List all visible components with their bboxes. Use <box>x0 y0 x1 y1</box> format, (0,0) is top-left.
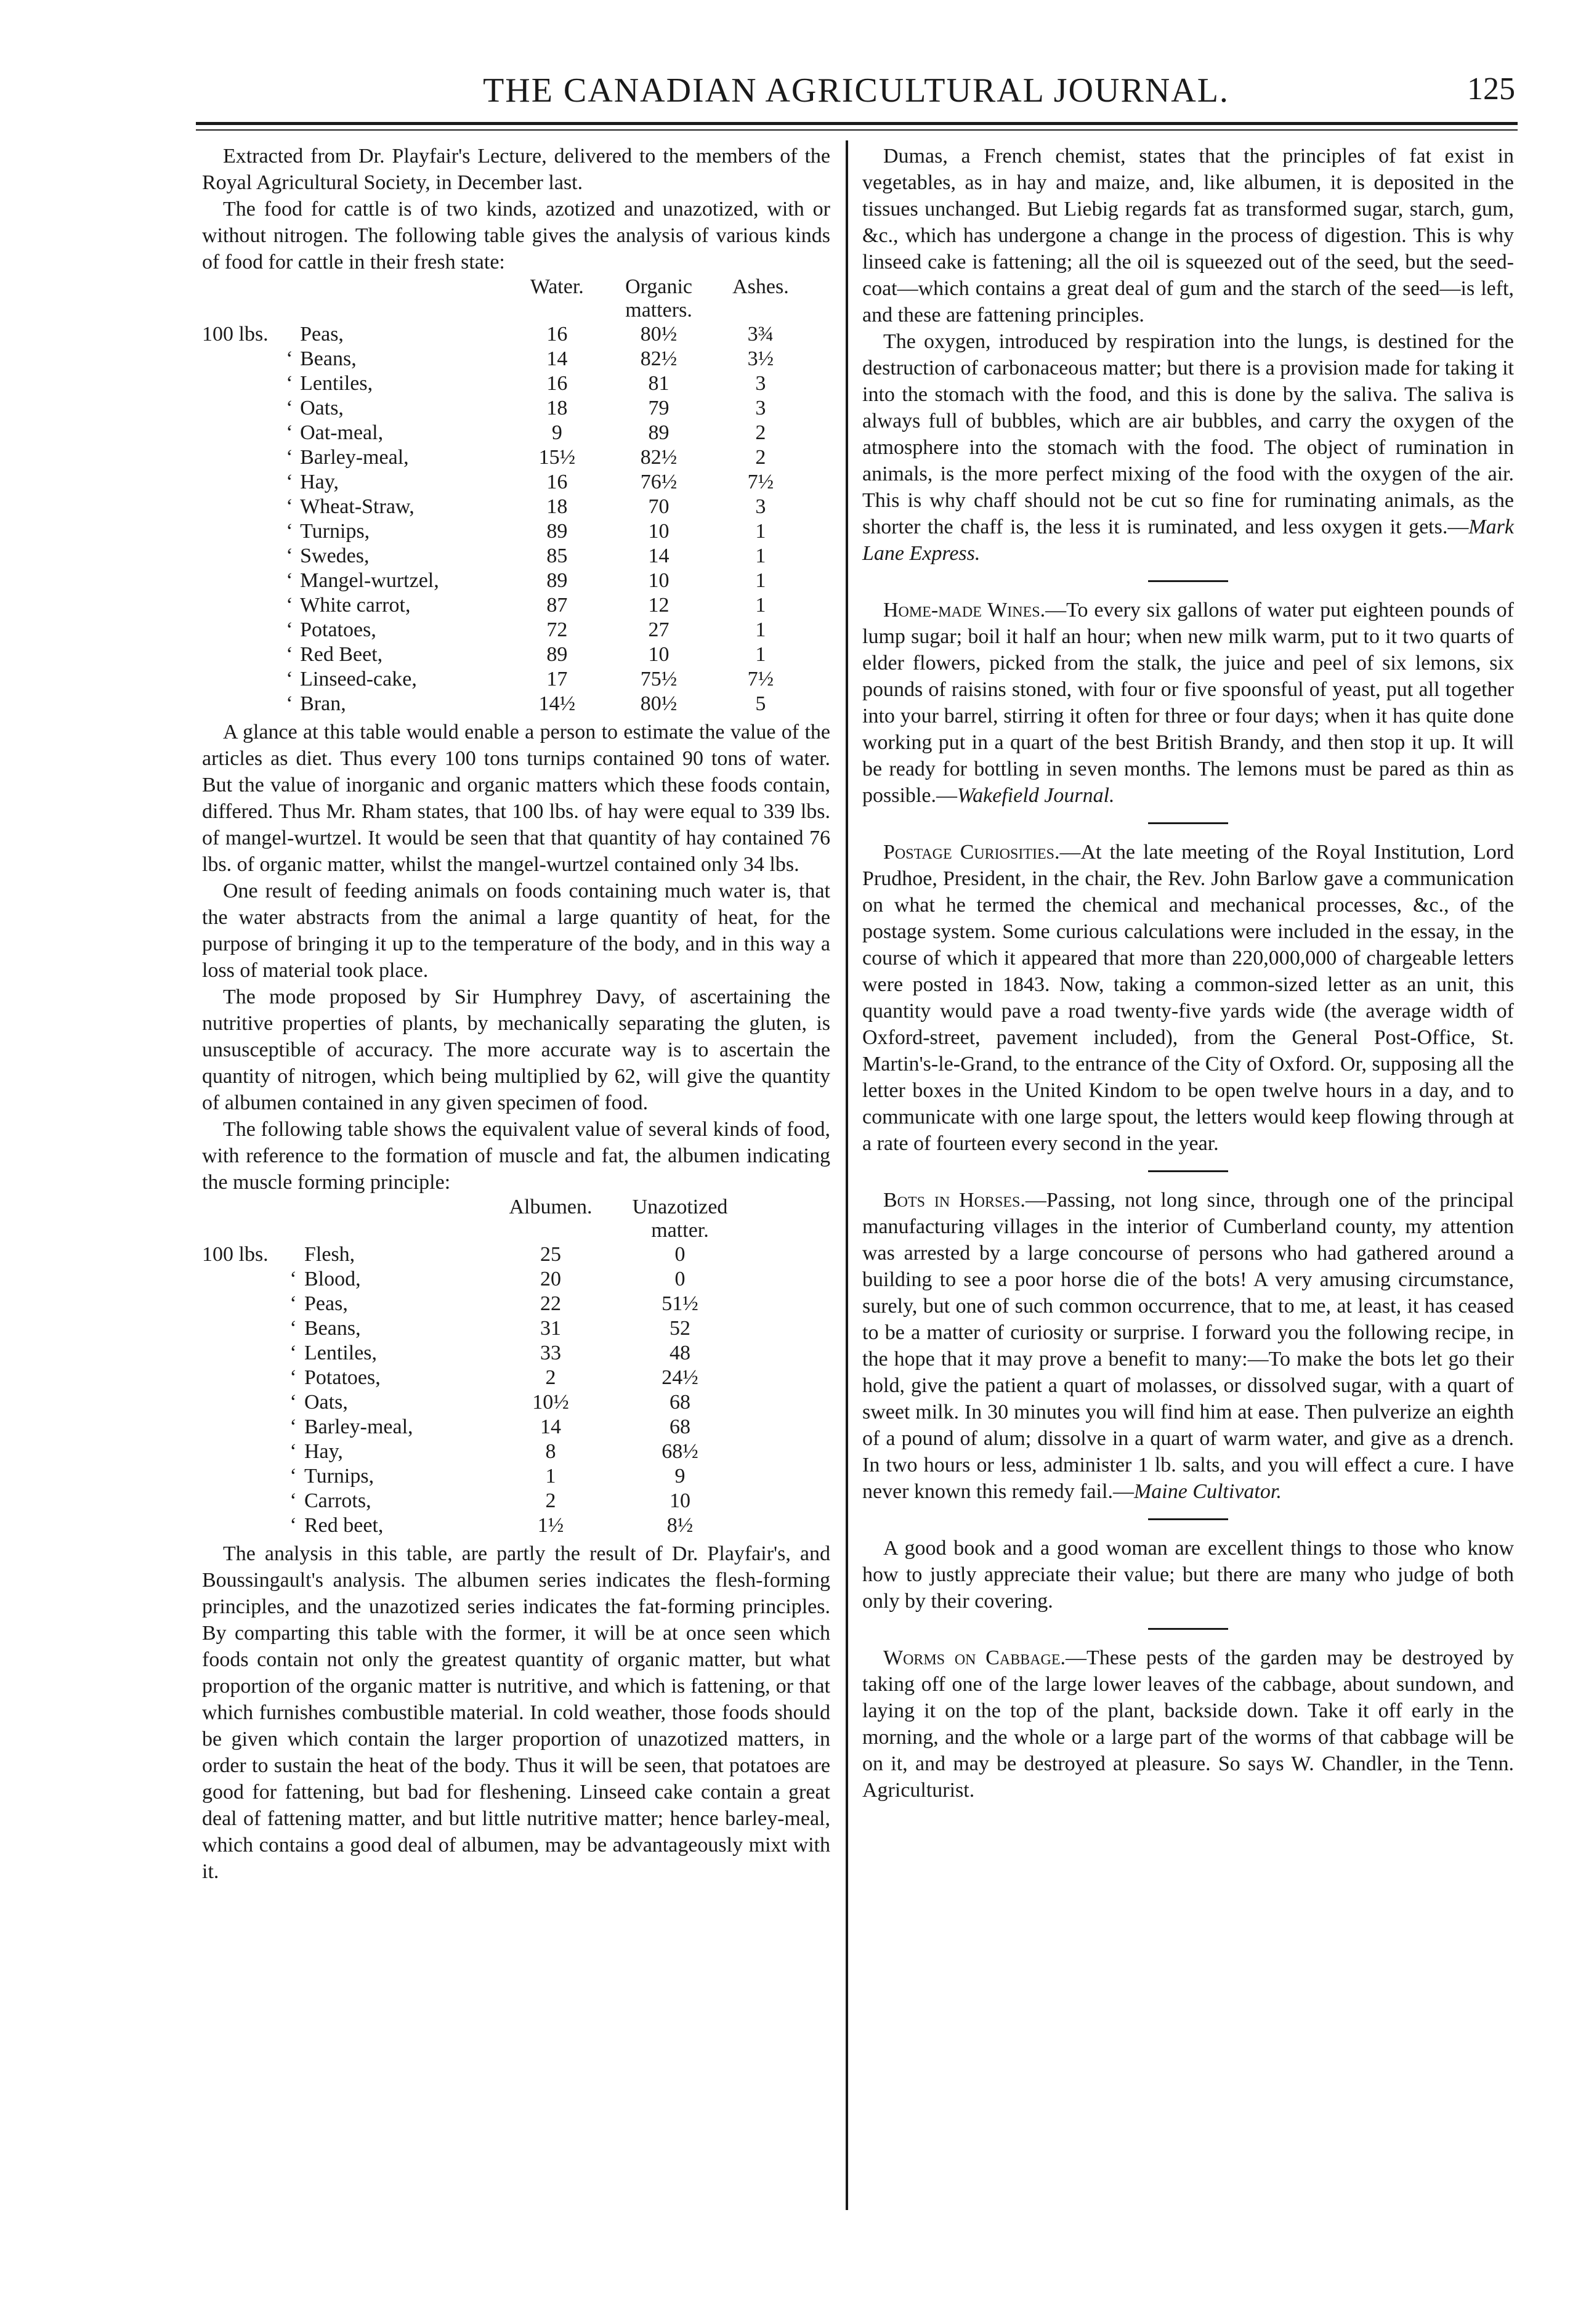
food-name: Peas, <box>304 1292 348 1315</box>
ditto-mark: ‘ <box>286 421 293 444</box>
albumen-table <box>202 1196 806 1538</box>
water-value: 14½ <box>538 692 576 715</box>
organic-header: Organic matters. <box>625 275 692 322</box>
food-name: Hay, <box>304 1440 343 1463</box>
ditto-mark: ‘ <box>289 1292 297 1315</box>
table-header-row <box>202 275 806 322</box>
unazotized-value: 68 <box>670 1391 690 1414</box>
unazotized-value: 8½ <box>666 1514 694 1537</box>
ditto-mark: ‘ <box>286 618 293 641</box>
water-value: 16 <box>546 471 568 493</box>
worms-heading: Worms on Cabbage. <box>883 1646 1066 1669</box>
row-prefix-blank <box>202 1341 282 1366</box>
table-row <box>202 667 806 692</box>
water-value: 18 <box>546 397 568 419</box>
albumen-value: 2 <box>545 1489 556 1512</box>
row-prefix-blank <box>202 1390 282 1415</box>
ditto-mark: ‘ <box>286 446 293 469</box>
ditto-mark: ‘ <box>289 1342 297 1364</box>
row-prefix-blank <box>202 1316 282 1341</box>
albumen-value: 2 <box>545 1366 556 1389</box>
bots-text: —Passing, not long since, through one of the principal manufacturing villages in the interior of Cumberland county, my attention was arrested by a large concourse of persons who had gathered around a building to see a poor horse die of the bots! A very amusing circumstance, surely, but one of such common occurrence, that to me, at least, it has ceased to be a matter of curiosity or surprise. I forward you the following recipe, in the hope that it may prove a benefit to many:—To make the bots let go their hold, give the patient a quart of molasses, or dissolved sugar, with a quart of sweet milk. In 30 minutes you will find him at ease. Then pulverize an eighth of a pound of alum; dissolve in a quart of warm water, and give as a drench. In two hours or less, administer 1 lb. salts, and you will effect a cure. I have never known this remedy fail.— <box>862 1189 1514 1503</box>
separator <box>1148 822 1228 824</box>
food-name: Lentiles, <box>304 1342 378 1364</box>
worms-text: —These pests of the garden may be destroyed by taking off one of the large lower leaves of the cabbage, about sundown, and laying it on the top of the plant, backside down. Take it off early in the morning, and the whole or a large part of the worms of that cabbage will be on it, and may be destroyed at pleasure. So says W. Chandler, in the Tenn. Agriculturist. <box>862 1646 1515 1802</box>
spacer-cell <box>748 1341 806 1366</box>
table-row <box>202 1366 806 1390</box>
food-name: Barley-meal, <box>304 1415 413 1438</box>
header-rule-thick <box>196 122 1518 125</box>
organic-value: 76½ <box>640 471 678 493</box>
food-name: Blood, <box>304 1268 361 1290</box>
row-prefix-blank <box>202 1464 282 1489</box>
organic-value: 10 <box>648 520 670 543</box>
food-name: Red Beet, <box>300 643 383 666</box>
table-row <box>202 1439 806 1464</box>
page-header <box>197 71 1515 120</box>
food-name: Hay, <box>300 471 339 493</box>
unazotized-header: Unazotized matter. <box>632 1196 728 1242</box>
ditto-mark: ‘ <box>289 1317 297 1340</box>
ditto-mark: ‘ <box>286 347 293 370</box>
organic-value: 82½ <box>640 347 678 370</box>
table-row <box>202 519 806 544</box>
separator <box>1148 1170 1228 1172</box>
row-prefix-blank <box>202 618 279 642</box>
food-name: Oat-meal, <box>300 421 384 444</box>
organic-value: 80½ <box>640 692 678 715</box>
albumen-value: 10½ <box>532 1391 569 1414</box>
header-rule-thin <box>196 129 1518 131</box>
unazotized-value: 48 <box>670 1342 690 1364</box>
wines-article <box>862 597 1514 809</box>
wines-source: Wakefield Journal. <box>957 784 1115 807</box>
unazotized-value: 52 <box>670 1317 690 1340</box>
albumen-value: 33 <box>540 1342 561 1364</box>
albumen-value: 8 <box>545 1440 556 1463</box>
albumen-value: 31 <box>540 1317 561 1340</box>
spacer-cell <box>748 1316 806 1341</box>
water-result-paragraph: One result of feeding animals on foods containing much water is, that the water abstracts from the animal a large quantity of heat, for the purpose of bringing it up to the temperature of the body, and in this way a loss of material took place. <box>202 880 830 982</box>
table-row <box>202 1316 806 1341</box>
ditto-mark: ‘ <box>289 1391 297 1414</box>
food-name: Red beet, <box>304 1514 384 1537</box>
table-row <box>202 1489 806 1513</box>
food-name: Bran, <box>300 692 346 715</box>
ditto-mark: ‘ <box>289 1440 297 1463</box>
water-value: 72 <box>546 618 568 641</box>
page-number: 125 <box>1467 71 1515 107</box>
water-value: 17 <box>546 668 568 690</box>
table-row <box>202 1341 806 1366</box>
oxygen-text: The oxygen, introduced by respiration into the lungs, is destined for the destruction of carbonaceous matter; but there is a provision made for taking it into the stomach with the food, and this is done by the saliva. The saliva is always full of bubbles, which are air bubbles, and carry the oxygen of the atmosphere into the stomach with the food. The object of rumination in animals, is the more perfect mixing of the food with the oxygen of the air. This is why chaff should not be cut so fine for ruminating animals, as the shorter the chaff is, the less it is ruminated, and less oxygen it gets. <box>862 330 1514 538</box>
spacer-cell <box>748 1415 806 1439</box>
ashes-value: 1 <box>755 594 766 617</box>
table-header-row <box>202 1196 806 1242</box>
wines-heading: Home-made Wines. <box>883 599 1046 621</box>
separator <box>1148 1518 1228 1520</box>
ashes-value: 7½ <box>747 471 774 493</box>
organic-value: 10 <box>648 569 670 592</box>
organic-value: 12 <box>648 594 670 617</box>
journal-title: THE CANADIAN AGRICULTURAL JOURNAL. <box>483 71 1229 110</box>
ditto-mark: ‘ <box>286 520 293 543</box>
unazotized-value: 0 <box>674 1268 686 1290</box>
ashes-value: 3 <box>755 495 766 518</box>
organic-value: 70 <box>648 495 670 518</box>
row-prefix-blank <box>202 1366 282 1390</box>
albumen-value: 20 <box>540 1268 561 1290</box>
food-name: Carrots, <box>304 1489 371 1512</box>
water-value: 15½ <box>538 446 576 469</box>
ditto-mark: ‘ <box>289 1465 297 1488</box>
ditto-mark: ‘ <box>286 471 293 493</box>
ditto-mark: ‘ <box>289 1489 297 1512</box>
spacer-cell <box>748 1390 806 1415</box>
food-name: Beans, <box>304 1317 361 1340</box>
wines-text: —To every six gallons of water put eighteen pounds of lump sugar; boil it half an hour; when new milk warm, put to it two quarts of elder flowers, picked from the stalk, the juice and peel of six lemons, six pounds of raisins stoned, with four or five spoonsful of yeast, put all together into your barrel, stirring it often for three or four days; when it has quite done working put in a quart of the best British Brandy, and then stop it up. It will be ready for bottling in seven months. The lemons must be pared as thin as possible.— <box>862 599 1514 807</box>
organic-value: 89 <box>648 421 670 444</box>
food-name: Oats, <box>300 397 344 419</box>
spacer-cell <box>748 1267 806 1292</box>
organic-value: 82½ <box>640 446 678 469</box>
water-value: 9 <box>551 421 562 444</box>
ditto-mark: ‘ <box>286 594 293 617</box>
separator <box>1148 1628 1228 1630</box>
table-row <box>202 1292 806 1316</box>
water-value: 89 <box>546 569 568 592</box>
ditto-mark <box>279 322 300 347</box>
ditto-mark: ‘ <box>286 643 293 666</box>
food-name: White carrot, <box>300 594 411 617</box>
water-value: 18 <box>546 495 568 518</box>
row-prefix-blank <box>202 1292 282 1316</box>
ditto-mark: ‘ <box>289 1366 297 1389</box>
row-prefix-blank <box>202 544 279 569</box>
table-row <box>202 618 806 642</box>
table-row <box>202 322 806 347</box>
ditto-mark: ‘ <box>286 495 293 518</box>
water-value: 16 <box>546 323 568 346</box>
row-prefix-blank <box>202 642 279 667</box>
table-row <box>202 569 806 593</box>
row-prefix-blank <box>202 347 279 371</box>
unazotized-value: 0 <box>674 1243 686 1266</box>
ashes-value: 3 <box>755 372 766 395</box>
row-prefix-blank <box>202 1439 282 1464</box>
albumen-value: 14 <box>540 1415 561 1438</box>
ashes-value: 1 <box>755 618 766 641</box>
ashes-value: 7½ <box>747 668 774 690</box>
ditto-mark <box>282 1242 304 1267</box>
unazotized-value: 68½ <box>661 1440 698 1463</box>
spacer-cell <box>748 1439 806 1464</box>
organic-value: 80½ <box>640 323 678 346</box>
table-row <box>202 470 806 495</box>
water-value: 89 <box>546 520 568 543</box>
table-row <box>202 593 806 618</box>
separator <box>1148 580 1228 582</box>
good-book-paragraph: A good book and a good woman are excellent things to those who know how to justly appreciate their value; but there are many who judge of both only by their covering. <box>862 1537 1514 1613</box>
row-prefix-blank <box>202 1415 282 1439</box>
ashes-value: 3½ <box>747 347 774 370</box>
table-row <box>202 421 806 445</box>
dumas-paragraph: Dumas, a French chemist, states that the principles of fat exist in vegetables, as in hay and maize, and, like albumen, it is deposited in the tissues unchanged. But Liebig regards fat as transformed sugar, starch, gum, &c., which has undergone a change in the process of digestion. This is why linseed cake is fattening; all the oil is squeezed out of the seed, but the seed-coat—which contains a great deal of gum and the starch of the seed—is left, and these are fattening principles. <box>862 145 1514 326</box>
column-divider <box>846 140 848 2210</box>
ashes-value: 2 <box>755 446 766 469</box>
ashes-value: 5 <box>755 692 766 715</box>
bots-heading: Bots in Horses. <box>883 1189 1026 1212</box>
ashes-value: 2 <box>755 421 766 444</box>
ditto-mark: ‘ <box>286 372 293 395</box>
row-prefix-blank <box>202 667 279 692</box>
ditto-mark: ‘ <box>289 1268 297 1290</box>
organic-value: 75½ <box>640 668 678 690</box>
food-analysis-table <box>202 275 806 716</box>
spacer-cell <box>748 1292 806 1316</box>
unazotized-value: 68 <box>670 1415 690 1438</box>
ashes-value: 1 <box>755 643 766 666</box>
row-prefix-blank <box>202 371 279 396</box>
row-prefix-blank <box>202 470 279 495</box>
row-prefix: 100 lbs. <box>202 323 269 346</box>
unazotized-value: 9 <box>674 1465 686 1488</box>
row-prefix-blank <box>202 445 279 470</box>
spacer-cell <box>748 1489 806 1513</box>
food-name: Potatoes, <box>300 618 376 641</box>
albumen-value: 25 <box>540 1243 561 1266</box>
table-row <box>202 1513 806 1538</box>
row-prefix-blank <box>202 1513 282 1538</box>
albumen-header: Albumen. <box>509 1196 593 1218</box>
postage-text: —At the late meeting of the Royal Institution, Lord Prudhoe, President, in the chair, the Rev. John Barlow gave a communication on what he termed the chemical and mechanical processes, &c., of the postage system. Some curious calculations were included in the essay, in the course of which it appeared that more than 220,000,000 of chargeable letters were posted in 1843. Now, taking a common-sized letter as an unit, this quantity would pave a road twenty-five yards wide (the average width of Oxford-street, pavement included), from the General Post-Office, St. Martin's-le-Grand, to the entrance of the City of Oxford. Or, supposing all the letter boxes in the United Kindom to be open twelve hours in a day, and to communicate with one large spout, the letters would keep flowing through at a rate of fourteen every second in the year. <box>862 841 1514 1155</box>
row-prefix-blank <box>202 569 279 593</box>
food-name: Barley-meal, <box>300 446 409 469</box>
water-value: 87 <box>546 594 568 617</box>
food-name: Linseed-cake, <box>300 668 417 690</box>
food-name: Turnips, <box>304 1465 374 1488</box>
food-name: Peas, <box>300 323 344 346</box>
water-header: Water. <box>530 275 584 298</box>
equivalent-paragraph: The following table shows the equivalent value of several kinds of food, with reference to the formation of muscle and fat, the albumen indicating the muscle forming principle: <box>202 1118 830 1194</box>
table-row <box>202 1415 806 1439</box>
worms-article <box>862 1645 1514 1804</box>
analysis-paragraph: The analysis in this table, are partly the result of Dr. Playfair's, and Boussingault's analysis. The albumen series indicates the flesh-forming principles, and the unazotized series indicates the fat-forming principles. By comparting this table with the former, it will be at once seen which foods contain not only the greatest quantity of organic matter, but what proportion of the organic matter is nutritive, and which is fattening, or that which furnishes combustible material. In cold weather, those foods should be given which contain the larger proportion of unazotized matters, in order to sustain the heat of the body. Thus it will be seen, that potatoes are good for fattening, but bad for fleshening. Linseed cake contain a great deal of fattening matter, and but little nutritive matter; hence barley-meal, which contains a good deal of albumen, may be advantageously mixt with it. <box>202 1542 830 1883</box>
table-row <box>202 1390 806 1415</box>
row-prefix-blank <box>202 519 279 544</box>
organic-value: 81 <box>648 372 670 395</box>
food-name: Beans, <box>300 347 357 370</box>
unazotized-value: 24½ <box>661 1366 698 1389</box>
table-row <box>202 396 806 421</box>
ditto-mark: ‘ <box>286 545 293 567</box>
water-value: 16 <box>546 372 568 395</box>
albumen-value: 1½ <box>537 1514 564 1537</box>
organic-value: 79 <box>648 397 670 419</box>
right-column <box>862 143 1514 1804</box>
food-name: Mangel-wurtzel, <box>300 569 439 592</box>
albumen-value: 1 <box>545 1465 556 1488</box>
organic-value: 14 <box>648 545 670 567</box>
ashes-value: 1 <box>755 520 766 543</box>
spacer-cell <box>748 1366 806 1390</box>
row-prefix-blank <box>202 421 279 445</box>
table-row <box>202 692 806 716</box>
water-value: 89 <box>546 643 568 666</box>
food-name: Turnips, <box>300 520 370 543</box>
spacer-cell <box>748 1513 806 1538</box>
table-row <box>202 642 806 667</box>
ditto-mark: ‘ <box>286 569 293 592</box>
table-row <box>202 347 806 371</box>
ditto-mark: ‘ <box>289 1415 297 1438</box>
oxygen-paragraph: The oxygen, introduced by respiration into the lungs, is destined for the destruction of carbonaceous matter; but there is a provision made for taking it into the stomach with the food, and this is done by the saliva. The saliva is always full of bubbles, which are air bubbles, and carry the oxygen of the atmosphere into the stomach with the food. The object of rumination in animals, is the more perfect mixing of the food with the oxygen of the air. This is why chaff should not be cut so fine for ruminating animals, as the shorter the chaff is, the less it is ruminated, and less oxygen it gets.—Mark Lane Express. <box>862 330 1514 565</box>
unazotized-value: 51½ <box>661 1292 698 1315</box>
ditto-mark: ‘ <box>286 397 293 419</box>
food-kinds-paragraph: The food for cattle is of two kinds, azotized and unazotized, with or without nitrogen. The following table gives the analysis of various kinds of food for cattle in their fresh state: <box>202 198 830 273</box>
oxygen-source: Mark Lane Express. <box>862 516 1514 565</box>
bots-source: Maine Cultivator. <box>1133 1480 1282 1503</box>
ashes-value: 3 <box>755 397 766 419</box>
table-row <box>202 1464 806 1489</box>
postage-heading: Postage Curiosities. <box>883 841 1060 864</box>
table-row <box>202 371 806 396</box>
spacer-cell <box>748 1464 806 1489</box>
ashes-value: 1 <box>755 545 766 567</box>
row-prefix-blank <box>202 593 279 618</box>
bots-article <box>862 1187 1514 1505</box>
row-prefix-blank <box>202 1267 282 1292</box>
water-value: 85 <box>546 545 568 567</box>
row-prefix-blank <box>202 692 279 716</box>
row-prefix-blank <box>202 396 279 421</box>
ditto-mark: ‘ <box>286 668 293 690</box>
unazotized-value: 10 <box>670 1489 690 1512</box>
left-column <box>202 143 830 1885</box>
spacer-cell <box>748 1242 806 1267</box>
ashes-header: Ashes. <box>732 275 789 298</box>
row-prefix-blank <box>202 495 279 519</box>
food-name: Oats, <box>304 1391 348 1414</box>
food-name: Swedes, <box>300 545 370 567</box>
davy-paragraph: The mode proposed by Sir Humphrey Davy, of ascertaining the nutritive properties of plants, by mechanically separating the gluten, is unsusceptible of accuracy. The more accurate way is to ascertain the quantity of nitrogen, which being multiplied by 62, will give the quantity of albumen contained in any given specimen of food. <box>202 986 830 1114</box>
table-row <box>202 1267 806 1292</box>
organic-value: 27 <box>648 618 670 641</box>
ashes-value: 1 <box>755 569 766 592</box>
intro-paragraph: Extracted from Dr. Playfair's Lecture, delivered to the members of the Royal Agricultural Society, in December last. <box>202 145 830 194</box>
albumen-value: 22 <box>540 1292 561 1315</box>
glance-paragraph: A glance at this table would enable a person to estimate the value of the articles as diet. Thus every 100 tons turnips contained 90 tons of water. But the value of inorganic and organic matters which these foods contain, differed. Thus Mr. Rham states, that 100 lbs. of hay were equal to 339 lbs. of mangel-wurtzel. It would be seen that that quantity of hay contained 76 lbs. of organic matter, whilst the mangel-wurtzel contained only 34 lbs. <box>202 721 830 876</box>
postage-article <box>862 839 1514 1157</box>
table-row <box>202 445 806 470</box>
food-name: Wheat-Straw, <box>300 495 415 518</box>
food-name: Lentiles, <box>300 372 373 395</box>
table-row <box>202 495 806 519</box>
ashes-value: 3¾ <box>747 323 774 346</box>
row-prefix-blank <box>202 1489 282 1513</box>
water-value: 14 <box>546 347 568 370</box>
row-prefix: 100 lbs. <box>202 1243 269 1266</box>
ditto-mark: ‘ <box>289 1514 297 1537</box>
table-row <box>202 1242 806 1267</box>
ditto-mark: ‘ <box>286 692 293 715</box>
food-name: Flesh, <box>304 1243 355 1266</box>
table-row <box>202 544 806 569</box>
food-name: Potatoes, <box>304 1366 381 1389</box>
organic-value: 10 <box>648 643 670 666</box>
